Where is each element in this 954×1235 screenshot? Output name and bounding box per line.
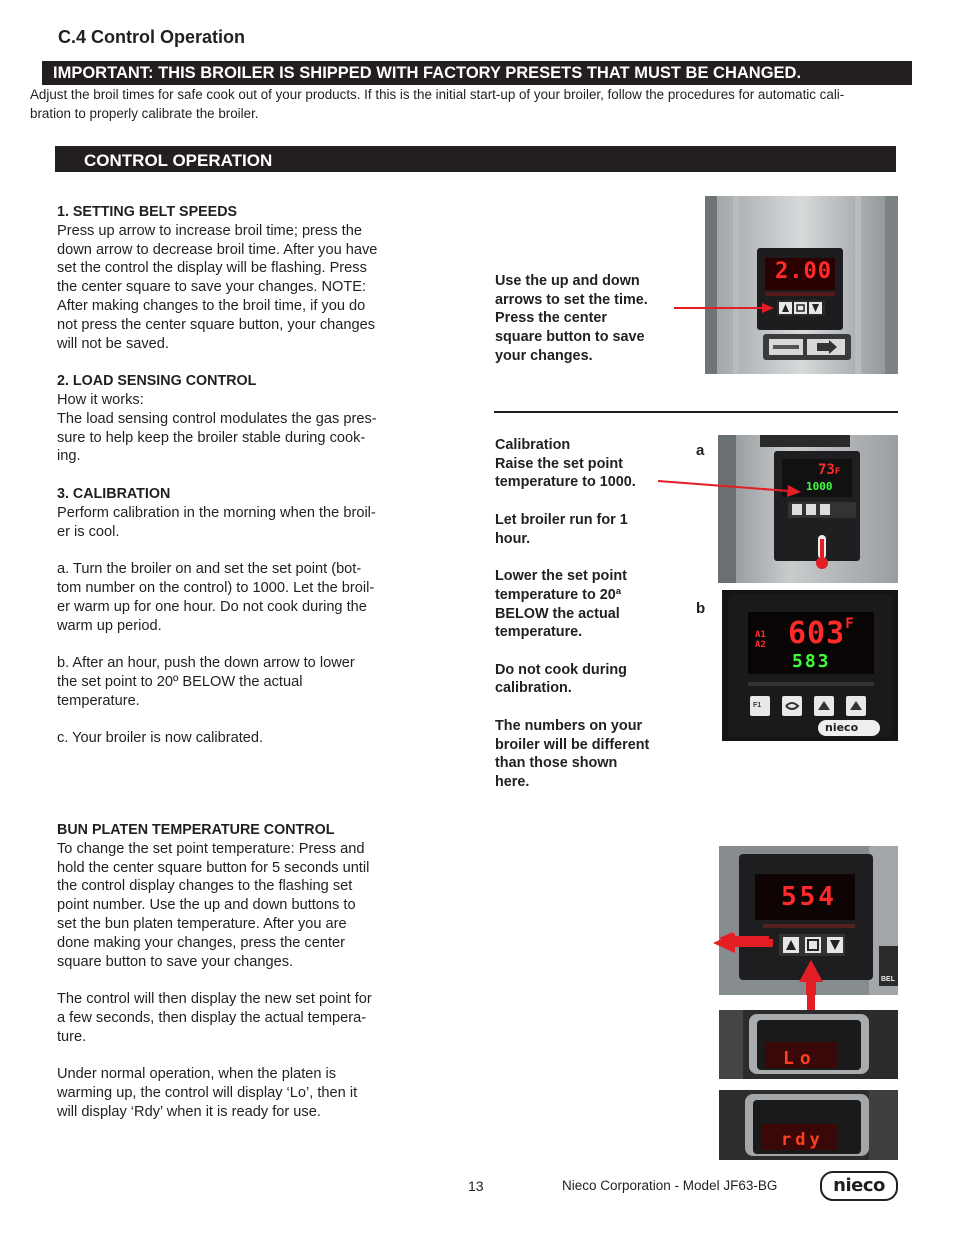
calibration-pointer-arrow [655,475,805,499]
text-line: Perform calibration in the morning when the broil- [57,504,376,521]
calibration-photo-a [718,435,898,583]
divider-rule [494,411,898,413]
text-line: To change the set point temperature: Press and [57,840,365,857]
cal-a-setpoint-display: 1000 [806,480,833,493]
text-line: tom number on the control) to 1000. Let the broil- [57,579,375,596]
text-line: point number. Use the up and down buttons to [57,897,356,914]
text-line: b. After an hour, push the down arrow to lower [57,655,355,672]
cal-a-unit: F [834,467,841,477]
important-banner [42,61,912,85]
calibration-photo-b [722,590,898,741]
bun-rdy-photo [719,1090,898,1160]
belt-control-photo [705,196,898,374]
important-banner-text: IMPORTANT: THIS BROILER IS SHIPPED WITH FACTORY PRESETS THAT MUST BE CHANGED. [53,64,802,82]
cal-b-actual-display [788,616,855,651]
text-line: not press the center square button, your changes [57,316,376,333]
photo-label-a: a [696,442,705,459]
caption-line: BELOW the actual [495,605,620,622]
f1-key-label: F1 [753,702,762,709]
text-line: set the control the display will be flashing. Press [57,260,367,277]
caption-line: temperature. [495,624,583,641]
text-line: ing. [57,448,81,465]
footer-corporation: Nieco Corporation - Model JF63-BG [562,1178,778,1193]
text-line: sure to help keep the broiler stable during cook- [57,429,366,446]
text-line: the center square to save your changes. NOTE: [57,279,367,296]
caption-line: your changes. [495,347,593,364]
calibration-heading: 3. CALIBRATION [57,485,171,502]
load-sensing-heading: 2. LOAD SENSING CONTROL [57,373,257,390]
text-line: square button to save your changes. [57,953,294,970]
control-operation-banner [55,146,896,172]
text-line: The control will then display the new set point for [57,991,372,1008]
a1-label: A1 [755,630,766,640]
caption-line: Raise the set point [495,455,623,472]
intro-line: bration to properly calibrate the broiler. [30,105,259,121]
text-line: the set point to 20º BELOW the actual [57,673,303,690]
text-line: warm up period. [57,617,162,634]
cal-b-setpoint-display: 583 [792,651,831,672]
text-line: will display ‘Rdy’ when it is ready for use. [57,1103,321,1120]
text-line: done making your changes, press the center [57,934,345,951]
caption-line: Let broiler run for 1 [495,511,628,528]
bun-lo-photo [719,1010,898,1079]
caption-line: Press the center [495,310,607,327]
bun-rdy-display: rdy [781,1130,824,1150]
text-line: c. Your broiler is now calibrated. [57,730,264,747]
caption-line: The numbers on your [495,717,643,734]
belt-pointer-arrow [670,298,780,318]
caption-line: Do not cook during [495,661,627,678]
text-line: er warm up for one hour. Do not cook during the [57,598,367,615]
text-line: hold the center square button for 5 seconds until [57,859,370,876]
text-line: the control display changes to the flashing set [57,878,353,895]
caption-line: Lower the set point [495,568,627,585]
text-line: After making changes to the broil time, if you do [57,297,366,314]
text-line: a few seconds, then display the actual tempera- [57,1009,367,1026]
text-line: a. Turn the broiler on and set the set point (bot- [57,561,362,578]
bun-setpoint-display: 554 [781,882,837,912]
text-line: will not be saved. [57,335,169,352]
intro-line: Adjust the broil times for safe cook out of your products. If this is the initial start-up of your broiler, follow the procedures for automatic cali- [30,87,845,102]
bun-platen-section [57,821,407,1122]
text-line: down arrow to decrease broil time. After you have [57,241,378,258]
cal-b-alarm-labels [755,630,766,650]
page-number: 13 [468,1178,484,1194]
text-line: How it works: [57,391,144,408]
side-label: BEL [881,976,895,983]
control-operation-banner-text: CONTROL OPERATION [84,151,273,170]
text-line: temperature. [57,692,140,709]
text-line: warming up, the control will display ‘Lo’, then it [57,1085,358,1102]
section-title: C.4 Control Operation [58,27,246,47]
cal-b-actual-value: 603 [788,616,846,651]
nieco-logo: nieco [820,1171,898,1201]
text-line: Press up arrow to increase broil time; press the [57,222,362,239]
text-line: ture. [57,1028,87,1045]
text-line: The load sensing control modulates the gas pres- [57,410,377,427]
caption-line: arrows to set the time. [495,291,648,308]
caption-line: Use the up and down [495,273,640,289]
calibration-caption [495,436,675,792]
text-line: set the bun platen temperature. After you are [57,915,347,932]
caption-line: here. [495,774,530,791]
cal-a-actual-value: 73 [818,462,835,478]
caption-line: temperature to 20ª [495,586,622,603]
caption-line: broiler will be different [495,736,650,753]
intro-paragraph [30,86,915,123]
caption-line: Calibration [495,437,571,453]
a2-label: A2 [755,640,766,650]
photo-label-b: b [696,600,706,617]
cal-a-actual-display [818,462,840,478]
bun-red-arrows [711,925,791,1015]
caption-line: calibration. [495,680,572,697]
text-line: Under normal operation, when the platen is [57,1066,337,1083]
cal-b-unit: F [845,616,855,632]
caption-line: temperature to 1000. [495,474,636,491]
bun-lo-display: Lo [783,1048,817,1069]
belt-speed-heading: 1. SETTING BELT SPEEDS [57,204,238,220]
bun-platen-heading: BUN PLATEN TEMPERATURE CONTROL [57,822,335,838]
belt-time-display: 2.00 [775,259,832,284]
caption-line: square button to save [495,329,645,346]
text-line: er is cool. [57,523,120,540]
caption-line: hour. [495,530,531,547]
bun-up-arrow [798,958,824,1014]
belt-speed-section [57,203,407,748]
nieco-logo-small: nieco [825,721,859,734]
belt-caption [495,272,675,366]
caption-line: than those shown [495,755,618,772]
